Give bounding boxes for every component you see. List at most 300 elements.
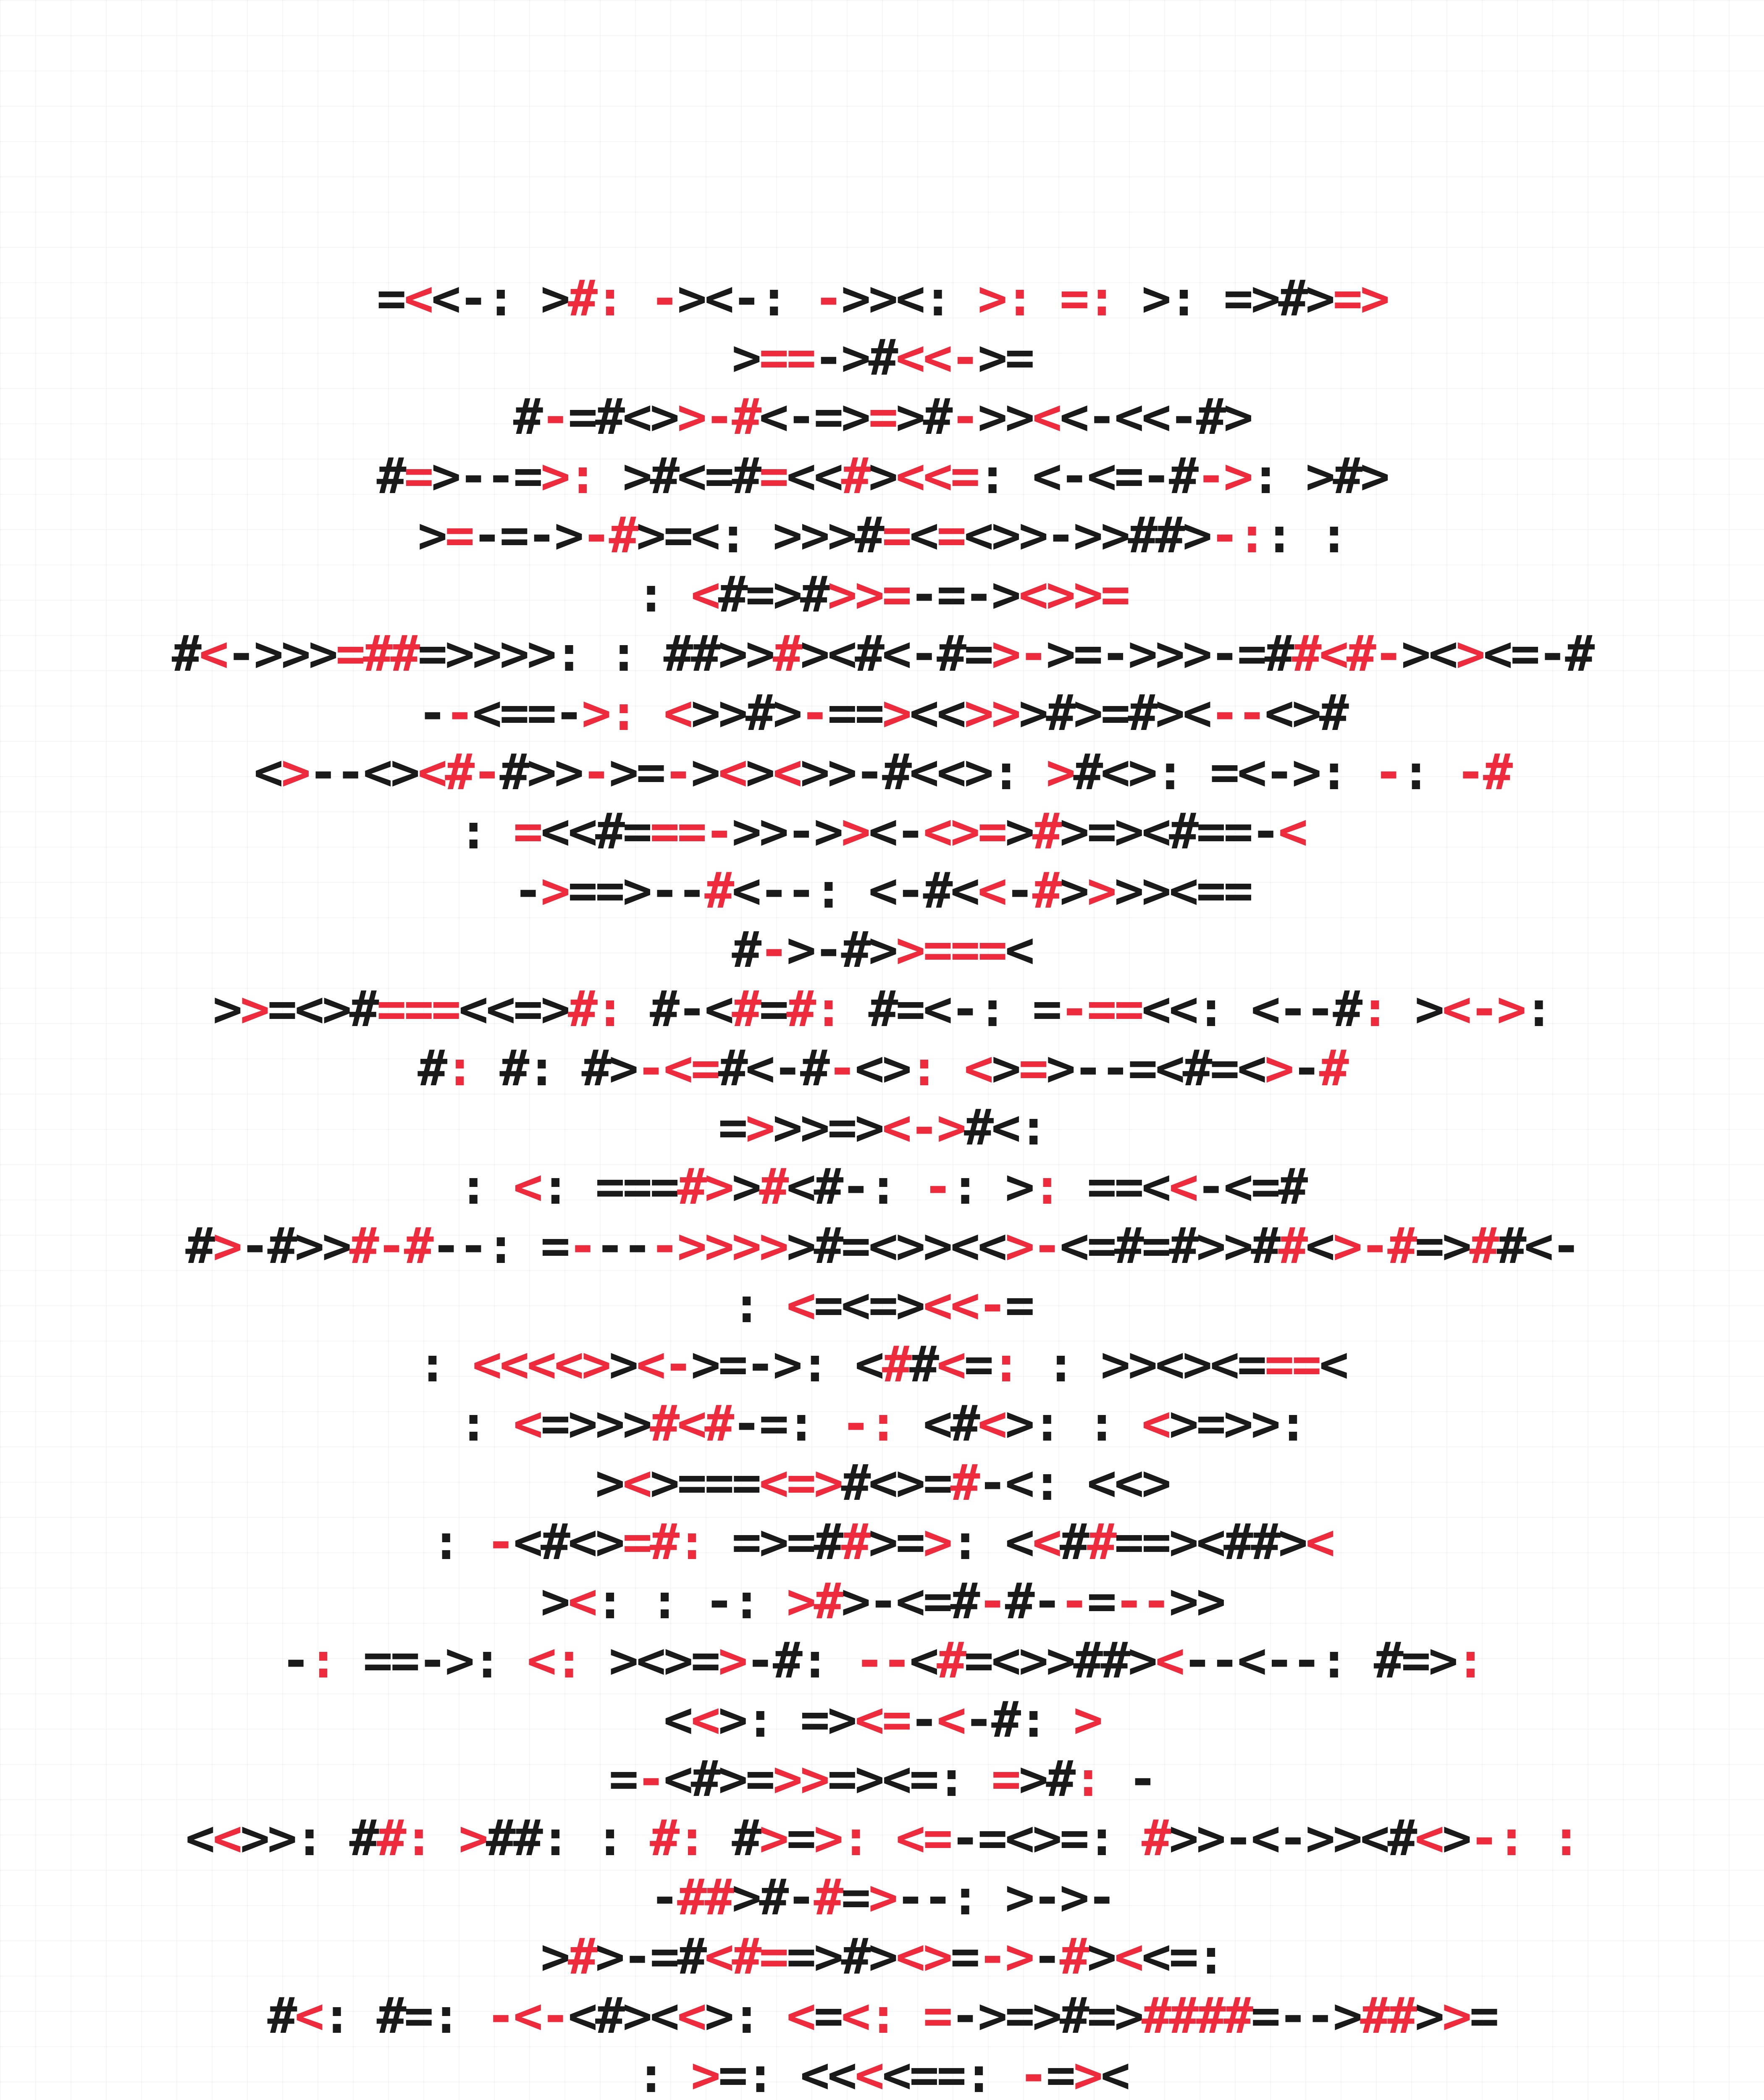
glyph-run: > xyxy=(690,743,718,801)
glyph-run: ==->: xyxy=(336,1631,527,1689)
accent-glyph-run: # xyxy=(1087,1513,1114,1571)
accent-glyph-run: < xyxy=(1415,1809,1442,1867)
accent-glyph-run: < xyxy=(772,743,800,801)
glyph-run: : xyxy=(732,1276,787,1334)
glyph-run: # xyxy=(732,921,759,979)
accent-glyph-run: - xyxy=(486,1513,513,1571)
glyph-run: >=== xyxy=(650,1454,759,1512)
glyph-run: - xyxy=(281,1631,309,1689)
accent-glyph-run: -# xyxy=(581,506,636,564)
accent-glyph-run: : xyxy=(308,1631,336,1689)
accent-glyph-run: <<- xyxy=(895,328,978,386)
glyph-run: > xyxy=(745,743,773,801)
glyph-run: = xyxy=(950,1927,978,1985)
glyph-run: -<: <<> xyxy=(977,1454,1169,1512)
glyph-run: - xyxy=(1292,1039,1319,1097)
glyph-line xyxy=(0,802,1764,861)
accent-glyph-run: > xyxy=(1264,1039,1292,1097)
accent-glyph-run: < xyxy=(1168,1158,1197,1215)
glyph-run: : : -: xyxy=(595,1572,787,1630)
glyph-run: : < xyxy=(950,1513,1032,1571)
glyph-line xyxy=(0,328,1764,387)
glyph-run: # xyxy=(417,1039,445,1097)
glyph-run: < xyxy=(909,1631,937,1689)
glyph-poster xyxy=(0,269,1764,2100)
accent-glyph-run: : xyxy=(445,1039,472,1097)
accent-glyph-run: # xyxy=(882,1335,910,1393)
accent-glyph-run: <<- xyxy=(923,1276,1005,1334)
accent-glyph-run: < xyxy=(690,1690,718,1748)
glyph-run: << xyxy=(786,447,841,505)
accent-glyph-run: = xyxy=(445,506,472,564)
glyph-run: = xyxy=(1087,1572,1114,1630)
glyph-run: -=<>=: xyxy=(950,1809,1142,1867)
glyph-run: --: >->- xyxy=(895,1868,1114,1926)
accent-glyph-run: <-> xyxy=(1442,980,1524,1038)
glyph-run: # xyxy=(185,1217,213,1275)
accent-glyph-run: = xyxy=(937,506,964,564)
glyph-line xyxy=(0,1749,1764,1809)
accent-glyph-run: -: : xyxy=(1469,1809,1579,1867)
glyph-run: --<> xyxy=(308,743,418,801)
glyph-run: > xyxy=(732,328,759,386)
glyph-line xyxy=(0,1927,1764,1986)
glyph-run: -#: xyxy=(964,1690,1074,1748)
glyph-run: > xyxy=(595,1454,623,1512)
glyph-run: : >#> xyxy=(1251,447,1388,505)
glyph-run: < xyxy=(1319,1335,1347,1393)
glyph-run: =>=# xyxy=(704,1513,841,1571)
accent-glyph-run: ==- xyxy=(650,802,732,860)
glyph-run: ><#<-#= xyxy=(800,625,992,682)
glyph-run: >> xyxy=(977,388,1032,446)
accent-glyph-run: < xyxy=(1114,1927,1142,1985)
accent-glyph-run: - xyxy=(1018,2046,1046,2100)
accent-glyph-run: < xyxy=(513,1158,541,1215)
glyph-run: >: : xyxy=(1005,1394,1142,1452)
accent-glyph-run: ># xyxy=(786,1572,841,1630)
accent-glyph-run: ## xyxy=(677,1868,732,1926)
accent-glyph-run: # xyxy=(704,861,732,919)
accent-glyph-run: : xyxy=(1360,980,1388,1038)
glyph-line xyxy=(0,565,1764,624)
glyph-run: >= xyxy=(609,743,664,801)
glyph-run: -- xyxy=(595,1217,650,1275)
accent-glyph-run: - xyxy=(581,743,609,801)
accent-glyph-run: - xyxy=(1373,743,1401,801)
accent-glyph-run: - xyxy=(445,684,472,742)
accent-glyph-run: < xyxy=(1032,388,1060,446)
accent-glyph-run: #: xyxy=(376,1809,431,1867)
accent-glyph-run: #: xyxy=(786,980,841,1038)
accent-glyph-run: < xyxy=(690,565,718,623)
glyph-run: >>=> xyxy=(772,1098,882,1156)
glyph-run: # xyxy=(909,1335,937,1393)
accent-glyph-run: > xyxy=(240,980,268,1038)
glyph-run: <#-: xyxy=(786,1158,923,1215)
accent-glyph-run: >: xyxy=(540,447,596,505)
glyph-run: >>#> xyxy=(690,684,800,742)
glyph-run: >=>>: xyxy=(1168,1394,1306,1452)
glyph-run: = xyxy=(718,1098,746,1156)
accent-glyph-run: ## xyxy=(1360,1987,1415,2045)
accent-glyph-run: > xyxy=(923,1513,950,1571)
glyph-run: = xyxy=(964,1335,992,1393)
accent-glyph-run: <>= xyxy=(923,802,1005,860)
glyph-run: #<-# xyxy=(718,1039,827,1097)
glyph-run: > xyxy=(732,1158,759,1215)
glyph-run xyxy=(431,1809,459,1867)
glyph-line xyxy=(0,506,1764,565)
glyph-run: <#>= xyxy=(663,1750,773,1808)
accent-glyph-run: < xyxy=(1155,1631,1183,1689)
accent-glyph-run: > xyxy=(718,1631,746,1689)
glyph-run: <=: xyxy=(1141,1927,1224,1985)
glyph-line xyxy=(0,1157,1764,1216)
glyph-line xyxy=(0,1572,1764,1631)
glyph-line xyxy=(0,1335,1764,1394)
glyph-run: <==: xyxy=(882,2046,1019,2100)
glyph-run: <-<<-#> xyxy=(1059,388,1251,446)
glyph-run: = xyxy=(376,269,404,327)
glyph-run: >#- xyxy=(732,1868,814,1926)
accent-glyph-run: >-# xyxy=(1333,1217,1415,1275)
accent-glyph-run: -- xyxy=(1210,684,1265,742)
accent-glyph-run: > xyxy=(1455,625,1483,682)
glyph-run: =>>>>: : ##>> xyxy=(417,625,773,682)
glyph-run: # xyxy=(267,1987,295,2045)
accent-glyph-run: #: xyxy=(567,269,623,327)
accent-glyph-run: <= xyxy=(895,1809,950,1867)
glyph-run: ==><##> xyxy=(1114,1513,1306,1571)
glyph-run: : xyxy=(636,2046,691,2100)
accent-glyph-run: <> xyxy=(895,1927,950,1985)
accent-glyph-run: >: xyxy=(977,269,1032,327)
glyph-run: -=-> xyxy=(472,506,582,564)
glyph-run xyxy=(937,1039,964,1097)
glyph-run: ><>= xyxy=(581,1631,718,1689)
glyph-run: >-=# xyxy=(595,1927,705,1985)
accent-glyph-run: # xyxy=(1278,1217,1306,1275)
accent-glyph-run: = xyxy=(868,388,896,446)
glyph-run: ##: : xyxy=(486,1809,650,1867)
glyph-run: <--: <-#< xyxy=(732,861,978,919)
accent-glyph-run: > xyxy=(745,1098,773,1156)
glyph-run: - xyxy=(513,861,541,919)
glyph-run: - xyxy=(1032,1927,1060,1985)
glyph-run: = xyxy=(786,1809,814,1867)
accent-glyph-run: - xyxy=(759,921,787,979)
glyph-run: #<>= xyxy=(841,1454,950,1512)
glyph-run: : xyxy=(1524,980,1551,1038)
glyph-run xyxy=(869,1809,896,1867)
glyph-run: <># xyxy=(1264,684,1347,742)
accent-glyph-run: - xyxy=(567,1217,596,1275)
glyph-run: ==>-- xyxy=(567,861,705,919)
glyph-run: ># xyxy=(1018,1750,1074,1808)
accent-glyph-run: # xyxy=(950,1454,978,1512)
accent-glyph-run: > xyxy=(841,802,869,860)
glyph-run: < xyxy=(185,1809,213,1867)
glyph-run: > xyxy=(991,1039,1019,1097)
glyph-run: = xyxy=(609,1750,636,1808)
accent-glyph-run: > xyxy=(1442,1987,1470,2045)
glyph-run: #: #> xyxy=(472,1039,636,1097)
glyph-line xyxy=(0,2045,1764,2100)
glyph-line xyxy=(0,1394,1764,1453)
glyph-run: - xyxy=(417,684,445,742)
accent-glyph-run: > xyxy=(540,861,568,919)
glyph-run: < xyxy=(909,506,937,564)
accent-glyph-run: # xyxy=(841,447,869,505)
accent-glyph-run: > xyxy=(868,1868,896,1926)
glyph-run: > xyxy=(868,447,896,505)
accent-glyph-run: > xyxy=(690,2046,718,2100)
accent-glyph-run: -> xyxy=(1196,447,1251,505)
glyph-run: < xyxy=(1100,2046,1128,2100)
glyph-run: - xyxy=(1005,861,1032,919)
accent-glyph-run: =: xyxy=(1059,269,1114,327)
glyph-line xyxy=(0,1098,1764,1157)
accent-glyph-run: < xyxy=(977,861,1005,919)
glyph-run: >>: # xyxy=(240,1809,377,1867)
accent-glyph-run: < xyxy=(1141,1394,1169,1452)
glyph-line xyxy=(0,624,1764,683)
glyph-line xyxy=(0,1631,1764,1690)
glyph-run xyxy=(896,1987,923,2045)
glyph-run: >#>=#>< xyxy=(1018,684,1210,742)
glyph-run: >= xyxy=(868,1513,923,1571)
glyph-line xyxy=(0,1690,1764,1749)
accent-glyph-run: <-> xyxy=(882,1098,964,1156)
glyph-run: > xyxy=(1059,861,1087,919)
accent-glyph-run: # xyxy=(1032,802,1060,860)
glyph-run: >< xyxy=(1401,625,1456,682)
accent-glyph-run: === xyxy=(376,980,459,1038)
glyph-run: ><-: xyxy=(677,269,814,327)
glyph-run: : === xyxy=(540,1158,677,1215)
accent-glyph-run: < xyxy=(977,1394,1005,1452)
glyph-run: # xyxy=(513,388,541,446)
accent-glyph-run: >- xyxy=(991,625,1046,682)
accent-glyph-run: <=> xyxy=(759,1454,841,1512)
accent-glyph-run: - xyxy=(663,743,691,801)
accent-glyph-run: -# xyxy=(1455,743,1511,801)
glyph-run: <<: <--# xyxy=(1141,980,1360,1038)
glyph-line xyxy=(0,920,1764,979)
glyph-run: >> xyxy=(1168,1572,1224,1630)
glyph-run: : xyxy=(1401,743,1456,801)
glyph-run: - xyxy=(1100,1750,1155,1808)
glyph-run: - xyxy=(909,1690,937,1748)
accent-glyph-run: = xyxy=(513,802,541,860)
glyph-run: =<=> xyxy=(814,1276,923,1334)
accent-glyph-run: = xyxy=(1018,1039,1046,1097)
accent-glyph-run: < xyxy=(964,1039,992,1097)
glyph-run: =--> xyxy=(1251,1987,1360,2045)
glyph-run: #=<-: = xyxy=(841,980,1060,1038)
glyph-run: >-<=# xyxy=(841,1572,978,1630)
glyph-run: <<#= xyxy=(540,802,650,860)
accent-glyph-run: > xyxy=(1073,1690,1101,1748)
glyph-run: <=#=#>># xyxy=(1059,1217,1278,1275)
glyph-run: <> xyxy=(854,1039,910,1097)
glyph-run: =><=: xyxy=(827,1750,992,1808)
glyph-run: ->=>#=> xyxy=(950,1987,1142,2045)
accent-glyph-run: < xyxy=(404,269,431,327)
glyph-run: << xyxy=(909,684,964,742)
glyph-run: >= xyxy=(977,328,1032,386)
glyph-run: <=-# xyxy=(1483,625,1593,682)
accent-glyph-run: #: xyxy=(650,1809,705,1867)
accent-glyph-run: <#= xyxy=(704,1927,787,1985)
glyph-line xyxy=(0,979,1764,1039)
glyph-run: <- xyxy=(868,802,923,860)
accent-glyph-run: > xyxy=(882,684,910,742)
accent-glyph-run: <: xyxy=(527,1631,582,1689)
glyph-run: =: << xyxy=(718,2046,855,2100)
glyph-run: #- xyxy=(1005,1572,1060,1630)
glyph-run: : xyxy=(458,802,513,860)
accent-glyph-run: >>= xyxy=(827,565,910,623)
accent-glyph-run: >- xyxy=(1005,1217,1060,1275)
glyph-line xyxy=(0,1868,1764,1927)
glyph-run: : >><><= xyxy=(1018,1335,1265,1393)
accent-glyph-run: - xyxy=(950,388,978,446)
accent-glyph-run: : xyxy=(991,1335,1019,1393)
glyph-line xyxy=(0,1809,1764,1868)
accent-glyph-run: # xyxy=(841,1513,869,1571)
accent-glyph-run: - xyxy=(636,1750,664,1808)
glyph-run: => xyxy=(1415,1217,1470,1275)
accent-glyph-run: < xyxy=(1305,1513,1333,1571)
glyph-run: -=-> xyxy=(909,565,1019,623)
accent-glyph-run: == xyxy=(1264,1335,1319,1393)
accent-glyph-run: > xyxy=(1046,743,1074,801)
accent-glyph-run: == xyxy=(759,328,814,386)
glyph-run: <>>->>##> xyxy=(964,506,1210,564)
glyph-run: = xyxy=(814,1987,841,2045)
glyph-run: : <-<=-# xyxy=(977,447,1197,505)
glyph-run: <==- xyxy=(472,684,582,742)
glyph-run: - xyxy=(650,1868,677,1926)
glyph-run: =>#> xyxy=(786,1927,896,1985)
accent-glyph-run: < xyxy=(294,1987,322,2045)
glyph-run: >--=<#=< xyxy=(1046,1039,1265,1097)
accent-glyph-run: = xyxy=(404,447,431,505)
accent-glyph-run: <- xyxy=(636,1335,691,1393)
glyph-run: # xyxy=(704,1809,759,1867)
glyph-run: > xyxy=(1415,1987,1442,2045)
accent-glyph-run: >> xyxy=(964,684,1019,742)
accent-glyph-run: < xyxy=(213,1809,240,1867)
glyph-run: : > xyxy=(950,1158,1032,1215)
accent-glyph-run: # xyxy=(1469,1217,1497,1275)
glyph-run: > xyxy=(1442,1809,1470,1867)
glyph-line xyxy=(0,1986,1764,2045)
accent-glyph-run: <<= xyxy=(895,447,978,505)
glyph-line xyxy=(0,1216,1764,1276)
glyph-run: >><== xyxy=(1114,861,1251,919)
accent-glyph-run: -<- xyxy=(486,1987,568,2045)
glyph-run: <#>< xyxy=(567,1987,677,2045)
accent-glyph-run: # xyxy=(567,1927,596,1985)
accent-glyph-run: >-# xyxy=(677,388,759,446)
accent-glyph-run: - xyxy=(800,684,827,742)
glyph-run: < xyxy=(253,743,281,801)
accent-glyph-run: < xyxy=(937,1690,964,1748)
accent-glyph-run: > xyxy=(213,1217,240,1275)
glyph-run: >-#> xyxy=(786,921,896,979)
glyph-run: =<># xyxy=(267,980,377,1038)
glyph-run: -># xyxy=(814,328,896,386)
glyph-run: >><: xyxy=(841,269,978,327)
glyph-run: #<>: =<->: xyxy=(1073,743,1374,801)
accent-glyph-run: < xyxy=(677,1987,705,2045)
glyph-run: = xyxy=(1469,1987,1497,2045)
accent-glyph-run: # xyxy=(772,625,800,682)
accent-glyph-run: : xyxy=(909,1039,937,1097)
glyph-run: >=><#==- xyxy=(1059,802,1278,860)
glyph-run: #<: xyxy=(964,1098,1046,1156)
glyph-run: > xyxy=(540,1927,568,1985)
glyph-run: ->>> xyxy=(226,625,336,682)
accent-glyph-run: <#- xyxy=(417,743,500,801)
accent-glyph-run: < xyxy=(513,1394,541,1452)
glyph-run: >#<=# xyxy=(595,447,759,505)
glyph-run: : xyxy=(431,1513,486,1571)
glyph-run: #>> xyxy=(499,743,582,801)
glyph-line xyxy=(0,861,1764,920)
accent-glyph-run: = xyxy=(759,447,787,505)
accent-glyph-run: -== xyxy=(1059,980,1142,1038)
accent-glyph-run: =## xyxy=(336,625,418,682)
accent-glyph-run: =#: xyxy=(622,1513,705,1571)
accent-glyph-run: # xyxy=(1059,1927,1087,1985)
accent-glyph-run: < xyxy=(199,625,226,682)
glyph-line xyxy=(0,1453,1764,1512)
accent-glyph-run: > xyxy=(458,1809,486,1867)
accent-glyph-run: = xyxy=(991,1750,1019,1808)
accent-glyph-run: -<= xyxy=(636,1039,718,1097)
glyph-run: =>>> xyxy=(540,1394,650,1452)
glyph-run: < xyxy=(1305,1217,1333,1275)
accent-glyph-run: #<# xyxy=(650,1394,732,1452)
accent-glyph-run: < xyxy=(1278,802,1306,860)
glyph-run: <# xyxy=(895,1394,978,1452)
glyph-run: #-< xyxy=(622,980,732,1038)
accent-glyph-run: - xyxy=(814,269,841,327)
accent-glyph-run: #-# xyxy=(349,1217,431,1275)
glyph-run: >>-> xyxy=(732,802,841,860)
glyph-run: ==< xyxy=(1059,1158,1169,1215)
accent-glyph-run: <: xyxy=(841,1987,896,2045)
accent-glyph-run: : xyxy=(1032,1158,1060,1215)
accent-glyph-run: #### xyxy=(1141,1987,1251,2045)
glyph-run: > xyxy=(417,506,445,564)
glyph-run: : xyxy=(417,1335,472,1393)
accent-glyph-run: > xyxy=(1073,2046,1101,2100)
glyph-run: -#: xyxy=(745,1631,855,1689)
glyph-run: <-=> xyxy=(759,388,869,446)
glyph-run: =<>>##> xyxy=(964,1631,1155,1689)
accent-glyph-run: # xyxy=(814,1868,841,1926)
accent-glyph-run: - xyxy=(977,1572,1005,1630)
glyph-line xyxy=(0,683,1764,743)
accent-glyph-run: >: xyxy=(814,1809,869,1867)
glyph-run: >#=<>><< xyxy=(786,1217,1005,1275)
accent-glyph-run: #> xyxy=(677,1158,732,1215)
